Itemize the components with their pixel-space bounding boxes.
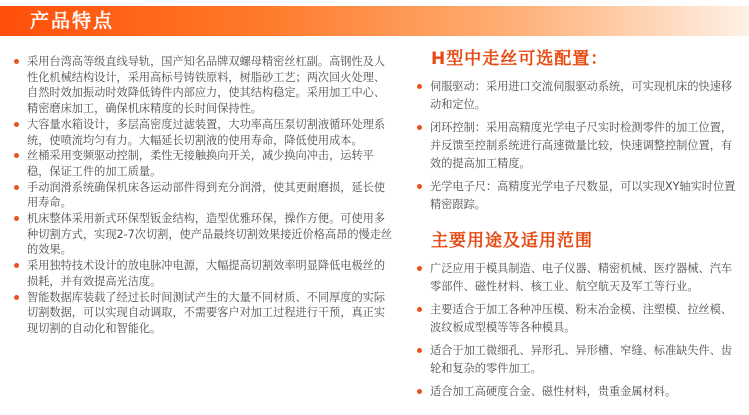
list-item (417, 260, 742, 296)
h-config-title: H型中走丝可选配置： (431, 49, 609, 69)
bullet-icon (14, 295, 19, 300)
bullet-icon (417, 307, 422, 312)
bullet-icon (417, 389, 422, 394)
bullet-icon (14, 185, 19, 190)
bullet-icon (417, 84, 422, 89)
bullet-icon (417, 125, 422, 130)
bullet-icon (417, 184, 422, 189)
usage-title: 主要用途及适用范围 (431, 231, 593, 251)
list-item-text: 广泛应用于模具制造、电子仪器、精密机械、医疗器械、汽车零部件、磁性材料、核工业、航空航天及军工等行业。 (430, 262, 733, 293)
bullet-icon (14, 59, 19, 64)
list-item (14, 258, 394, 289)
list-item-text: 采用独特技术设计的放电脉冲电源，大幅提高切割效率明显降低电极丝的损耗，并有效提高光洁度。 (27, 259, 386, 288)
bullet-icon (14, 263, 19, 268)
list-item (14, 180, 394, 211)
section-title-features: 产品特点 (30, 10, 115, 32)
bullet-icon (417, 348, 422, 353)
list-item-text: 大容量水箱设计，多层高密度过滤装置，大功率高压泵切割液循环处理系统，使喷流均匀有力。大幅延长切割液的使用寿命，降低使用成本。 (27, 117, 386, 147)
list-item (417, 119, 742, 173)
list-item-text: 适合于加工微细孔、异形孔、异形槽、窄缝、标准缺失件、齿轮和复杂的零件加工。 (430, 344, 733, 375)
list-item-text: 伺服驱动：采用进口交流伺服驱动系统，可实现机床的快速移动和定位。 (430, 80, 733, 111)
list-item (417, 178, 742, 214)
bullet-icon (14, 153, 19, 158)
bullet-icon (14, 216, 19, 221)
list-item (417, 383, 742, 401)
bullet-icon (417, 266, 422, 271)
list-item (417, 78, 742, 114)
right-column (417, 48, 742, 406)
list-item-text: 主要适合于加工各种冲压模、粉末冶金模、注塑模、拉丝模、波纹板成型模等等各种模具。 (430, 303, 733, 334)
list-item-text: 适合加工高硬度合金、磁性材料，贵重金属材料。 (430, 385, 677, 398)
features-list (14, 54, 394, 337)
list-item (417, 301, 742, 337)
list-item-text: 光学电子尺：高精度光学电子尺数显，可以实现XY轴实时位置精密跟踪。 (430, 180, 736, 211)
list-item (14, 54, 394, 117)
list-item-text: 手动润滑系统确保机床各运动部件得到充分润滑，使其更耐磨损，延长使用寿命。 (27, 180, 386, 210)
list-item (14, 148, 394, 179)
list-item (417, 342, 742, 378)
list-item (14, 290, 394, 337)
list-item (14, 117, 394, 148)
header-bar (0, 6, 749, 36)
list-item-text: 采用台湾高等级直线导轨，国产知名品牌双螺母精密丝杠副。高钢性及人性化机械结构设计，采用高标号铸铁原料，树脂砂工艺；两次回火处理、自然时效加振动时效降低铸件内部应力，使其结构稳定。采用加工中心、精密磨床加工，确保机床精度的长时间保持性。 (27, 55, 386, 116)
bullet-icon (14, 122, 19, 127)
list-item (14, 211, 394, 258)
list-item-text: 闭环控制：采用高精度光学电子尺实时检测零件的加工位置，并反馈至控制系统进行高速微量比较，快速调整控制位置，有效的提高加工精度。 (430, 121, 733, 170)
list-item-text: 丝桶采用变频驱动控制，柔性无接触换向开关，减少换向冲击，运转平稳，保证工件的加工质量。 (27, 149, 374, 178)
list-item-text: 智能数据库装载了经过长时间测试产生的大量不同材质、不同厚度的实际切割数据，可以实现自动调取，不需要客户对加工过程进行干预，真正实现切割的自动化和智能化。 (27, 290, 386, 335)
list-item-text: 机床整体采用新式环保型钣金结构，造型优雅环保，操作方便。可使用多种切割方式，实现2-7次切割，使产品最终切割效果接近价格高昂的慢走丝的效果。 (27, 212, 393, 257)
